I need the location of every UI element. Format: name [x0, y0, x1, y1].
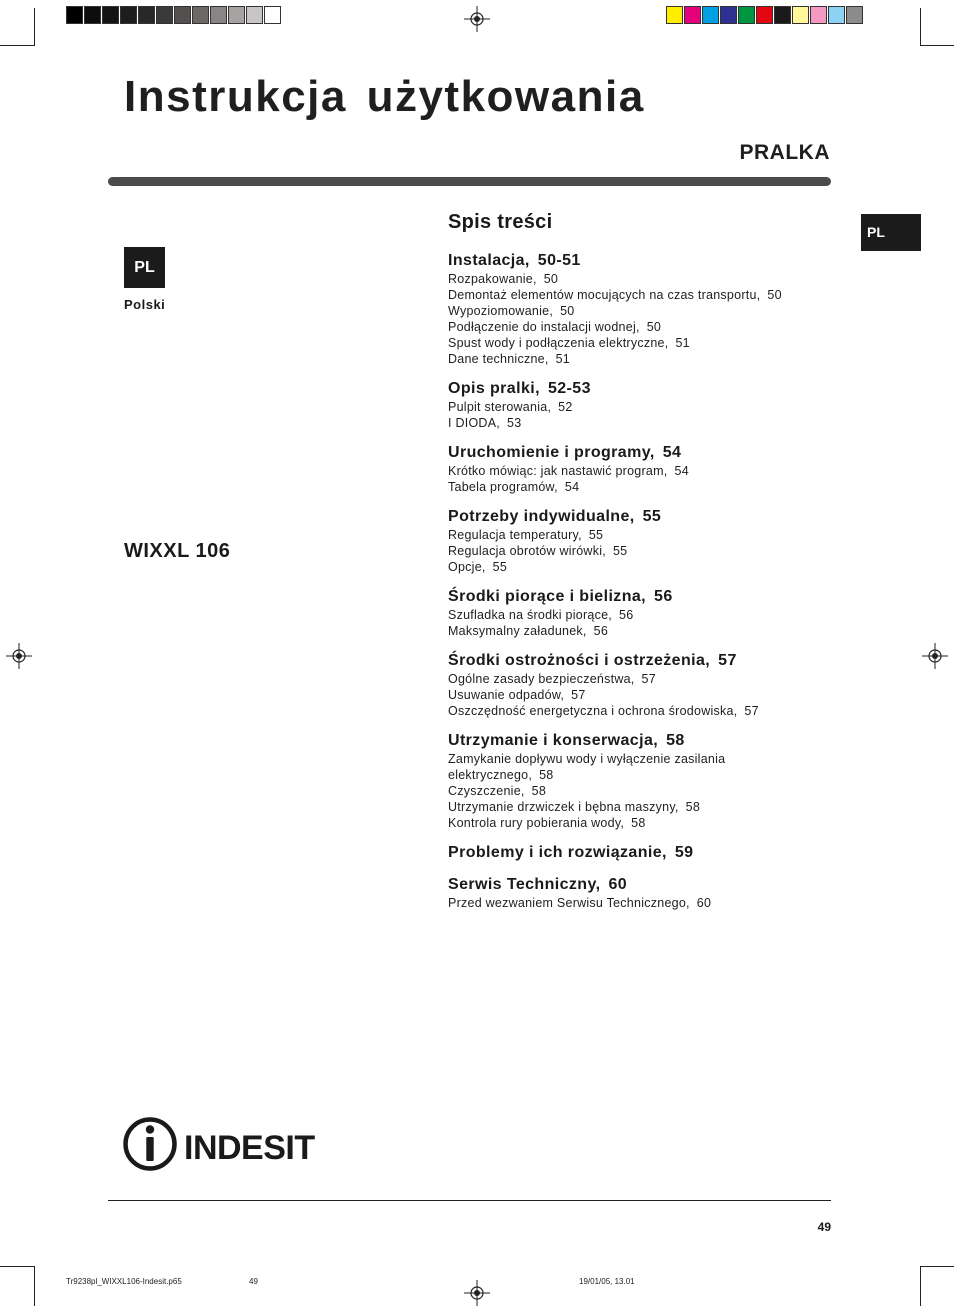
toc-item[interactable] — [448, 415, 848, 431]
toc-item-label: Regulacja temperatury, — [448, 528, 582, 542]
toc-section — [448, 507, 848, 575]
color-swatch — [702, 6, 719, 24]
crop-mark — [0, 45, 35, 46]
toc-title: Spis treści — [448, 211, 553, 233]
indesit-logo — [122, 1116, 332, 1172]
toc-item-label: Krótko mówiąc: jak nastawić program, — [448, 464, 668, 478]
toc-section-heading[interactable] — [448, 587, 848, 607]
toc-item-page: 58 — [685, 800, 701, 814]
toc-item[interactable] — [448, 479, 848, 495]
registration-mark-icon — [464, 1280, 490, 1306]
toc-section-pages: 55 — [642, 508, 662, 525]
toc-item[interactable] — [448, 463, 848, 479]
toc-section-heading[interactable] — [448, 379, 848, 399]
toc-section-title: Utrzymanie i konserwacja, — [448, 732, 659, 749]
color-swatch — [84, 6, 101, 24]
toc-item-label: Demontaż elementów mocujących na czas transportu, — [448, 288, 761, 302]
color-swatch — [828, 6, 845, 24]
toc-item-page: 50 — [560, 304, 575, 318]
toc-section — [448, 443, 848, 495]
toc-item[interactable] — [448, 751, 848, 767]
slug-file: Tr9238pl_WIXXL106-Indesit.p65 — [66, 1277, 182, 1286]
indesit-i-icon — [126, 1120, 175, 1169]
toc-item[interactable] — [448, 607, 848, 623]
toc-section-title: Problemy i ich rozwiązanie, — [448, 844, 667, 861]
language-name: Polski — [124, 297, 166, 312]
crop-mark — [920, 1266, 921, 1306]
toc-section-title: Środki ostrożności i ostrzeżenia, — [448, 652, 711, 669]
toc-item-page: 50 — [543, 272, 559, 286]
toc-section-pages: 60 — [608, 876, 628, 893]
toc-section — [448, 843, 848, 863]
color-swatch — [192, 6, 209, 24]
color-swatch — [810, 6, 827, 24]
toc-item[interactable] — [448, 767, 848, 783]
toc-item[interactable] — [448, 687, 848, 703]
toc-section-pages: 56 — [654, 588, 673, 605]
toc-item-page: 55 — [492, 560, 508, 574]
toc-item[interactable] — [448, 895, 848, 911]
crop-mark — [920, 8, 921, 46]
toc-section — [448, 875, 848, 911]
toc-item[interactable] — [448, 559, 848, 575]
toc-item-label: Czyszczenie, — [448, 784, 525, 798]
toc-item[interactable] — [448, 543, 848, 559]
color-swatch — [666, 6, 683, 24]
toc-section-heading[interactable] — [448, 251, 848, 271]
toc-item-page: 53 — [507, 416, 522, 430]
toc-item[interactable] — [448, 815, 848, 831]
toc-section-pages: 50-51 — [537, 252, 581, 269]
toc-item-label: Dane techniczne, — [448, 352, 549, 366]
toc-section-title: Środki piorące i bielizna, — [448, 588, 647, 605]
toc-item-page: 54 — [674, 464, 689, 478]
language-tab: PL — [861, 214, 921, 251]
product-type: PRALKA — [739, 141, 830, 164]
toc-item-page: 55 — [612, 544, 628, 558]
language-badge: PL — [124, 247, 165, 288]
color-swatch — [210, 6, 227, 24]
toc-section-title: Instalacja, — [448, 252, 530, 269]
toc-item-label: Ogólne zasady bezpieczeństwa, — [448, 672, 635, 686]
toc-section-title: Opis pralki, — [448, 380, 540, 397]
toc-item-label: Utrzymanie drzwiczek i bębna maszyny, — [448, 800, 679, 814]
color-swatch — [684, 6, 701, 24]
toc-item[interactable] — [448, 527, 848, 543]
toc-section-heading[interactable] — [448, 843, 848, 863]
color-swatch — [738, 6, 755, 24]
toc-section — [448, 379, 848, 431]
toc-item-label: Przed wezwaniem Serwisu Technicznego, — [448, 896, 690, 910]
toc-section-title: Potrzeby indywidualne, — [448, 508, 635, 525]
color-swatch — [246, 6, 263, 24]
color-swatch — [138, 6, 155, 24]
registration-mark-icon — [6, 643, 32, 669]
crop-mark — [920, 45, 954, 46]
toc-item[interactable] — [448, 351, 848, 367]
toc-item[interactable] — [448, 335, 848, 351]
color-swatch — [720, 6, 737, 24]
toc-item-label: Tabela programów, — [448, 480, 558, 494]
toc-item-page: 51 — [675, 336, 690, 350]
toc-item-page: 54 — [564, 480, 580, 494]
toc-item-page: 57 — [571, 688, 586, 702]
toc-section-heading[interactable] — [448, 875, 848, 895]
toc-item-page: 56 — [593, 624, 609, 638]
color-swatch — [774, 6, 791, 24]
toc-section-title: Serwis Techniczny, — [448, 876, 601, 893]
toc-section-heading[interactable] — [448, 651, 848, 671]
color-swatch — [174, 6, 191, 24]
toc-item-page: 57 — [641, 672, 656, 686]
toc-section-heading[interactable] — [448, 731, 848, 751]
model-name: WIXXL 106 — [124, 540, 231, 562]
crop-mark — [34, 1266, 35, 1306]
toc-item-label: I DIODA, — [448, 416, 501, 430]
toc-item-page: 56 — [619, 608, 634, 622]
toc-item-label: Podłączenie do instalacji wodnej, — [448, 320, 640, 334]
toc-item-page: 60 — [696, 896, 712, 910]
toc-item[interactable] — [448, 319, 848, 335]
toc-item-page: 50 — [767, 288, 782, 302]
toc-item-label: Pulpit sterowania, — [448, 400, 552, 414]
toc-section — [448, 587, 848, 639]
toc-item-label: Szufladka na środki piorące, — [448, 608, 613, 622]
toc-item-label: Wypoziomowanie, — [448, 304, 554, 318]
toc-item-page: 50 — [646, 320, 662, 334]
toc-item-label: Usuwanie odpadów, — [448, 688, 565, 702]
toc-item[interactable] — [448, 783, 848, 799]
toc-item[interactable] — [448, 271, 848, 287]
toc-item[interactable] — [448, 399, 848, 415]
toc-section-heading[interactable] — [448, 443, 848, 463]
footer-divider — [108, 1200, 831, 1201]
toc-section-heading[interactable] — [448, 507, 848, 527]
table-of-contents — [448, 211, 848, 923]
toc-item-page: 52 — [558, 400, 573, 414]
color-swatch — [102, 6, 119, 24]
toc-item-page: 57 — [744, 704, 759, 718]
toc-section-title: Uruchomienie i programy, — [448, 444, 655, 461]
brand-wordmark: INDESIT — [184, 1129, 315, 1167]
color-swatch — [264, 6, 281, 24]
color-swatch — [756, 6, 773, 24]
toc-item-page: 51 — [555, 352, 570, 366]
registration-mark-icon — [922, 643, 948, 669]
toc-section-pages: 58 — [666, 732, 685, 749]
color-swatch — [66, 6, 83, 24]
grayscale-color-bar — [66, 6, 282, 26]
process-color-bar — [666, 6, 864, 26]
crop-mark — [0, 1266, 35, 1267]
toc-section — [448, 731, 848, 831]
page-number: 49 — [817, 1220, 831, 1234]
crop-mark — [920, 1266, 954, 1267]
toc-item-page: 58 — [531, 784, 547, 798]
registration-mark-icon — [464, 6, 490, 32]
toc-item-label: Zamykanie dopływu wody i wyłączenie zasilania — [448, 752, 726, 766]
toc-section-pages: 59 — [674, 844, 694, 861]
toc-item-page: 55 — [588, 528, 604, 542]
toc-section — [448, 651, 848, 719]
toc-item-label: Opcje, — [448, 560, 486, 574]
toc-section-pages: 52-53 — [547, 380, 591, 397]
slug-page: 49 — [249, 1277, 258, 1286]
toc-item-page: 58 — [631, 816, 646, 830]
toc-item[interactable] — [448, 799, 848, 815]
toc-item[interactable] — [448, 703, 848, 719]
color-swatch — [792, 6, 809, 24]
page-title: Instrukcja użytkowania — [124, 72, 645, 121]
header-divider — [108, 177, 831, 186]
toc-item-page: 58 — [539, 768, 554, 782]
toc-item[interactable] — [448, 623, 848, 639]
toc-section — [448, 251, 848, 367]
toc-item[interactable] — [448, 287, 848, 303]
toc-item-label: Maksymalny załadunek, — [448, 624, 587, 638]
toc-item-label: elektrycznego, — [448, 768, 533, 782]
toc-item-label: Kontrola rury pobierania wody, — [448, 816, 625, 830]
color-swatch — [228, 6, 245, 24]
toc-item[interactable] — [448, 671, 848, 687]
toc-item-label: Oszczędność energetyczna i ochrona środowiska, — [448, 704, 738, 718]
slug-date: 19/01/05, 13.01 — [579, 1277, 635, 1286]
color-swatch — [156, 6, 173, 24]
toc-item[interactable] — [448, 303, 848, 319]
toc-section-pages: 57 — [718, 652, 737, 669]
color-swatch — [846, 6, 863, 24]
toc-item-label: Spust wody i podłączenia elektryczne, — [448, 336, 669, 350]
crop-mark — [34, 8, 35, 46]
toc-section-pages: 54 — [662, 444, 682, 461]
toc-item-label: Rozpakowanie, — [448, 272, 537, 286]
toc-item-label: Regulacja obrotów wirówki, — [448, 544, 606, 558]
color-swatch — [120, 6, 137, 24]
toc-sections — [448, 251, 848, 911]
